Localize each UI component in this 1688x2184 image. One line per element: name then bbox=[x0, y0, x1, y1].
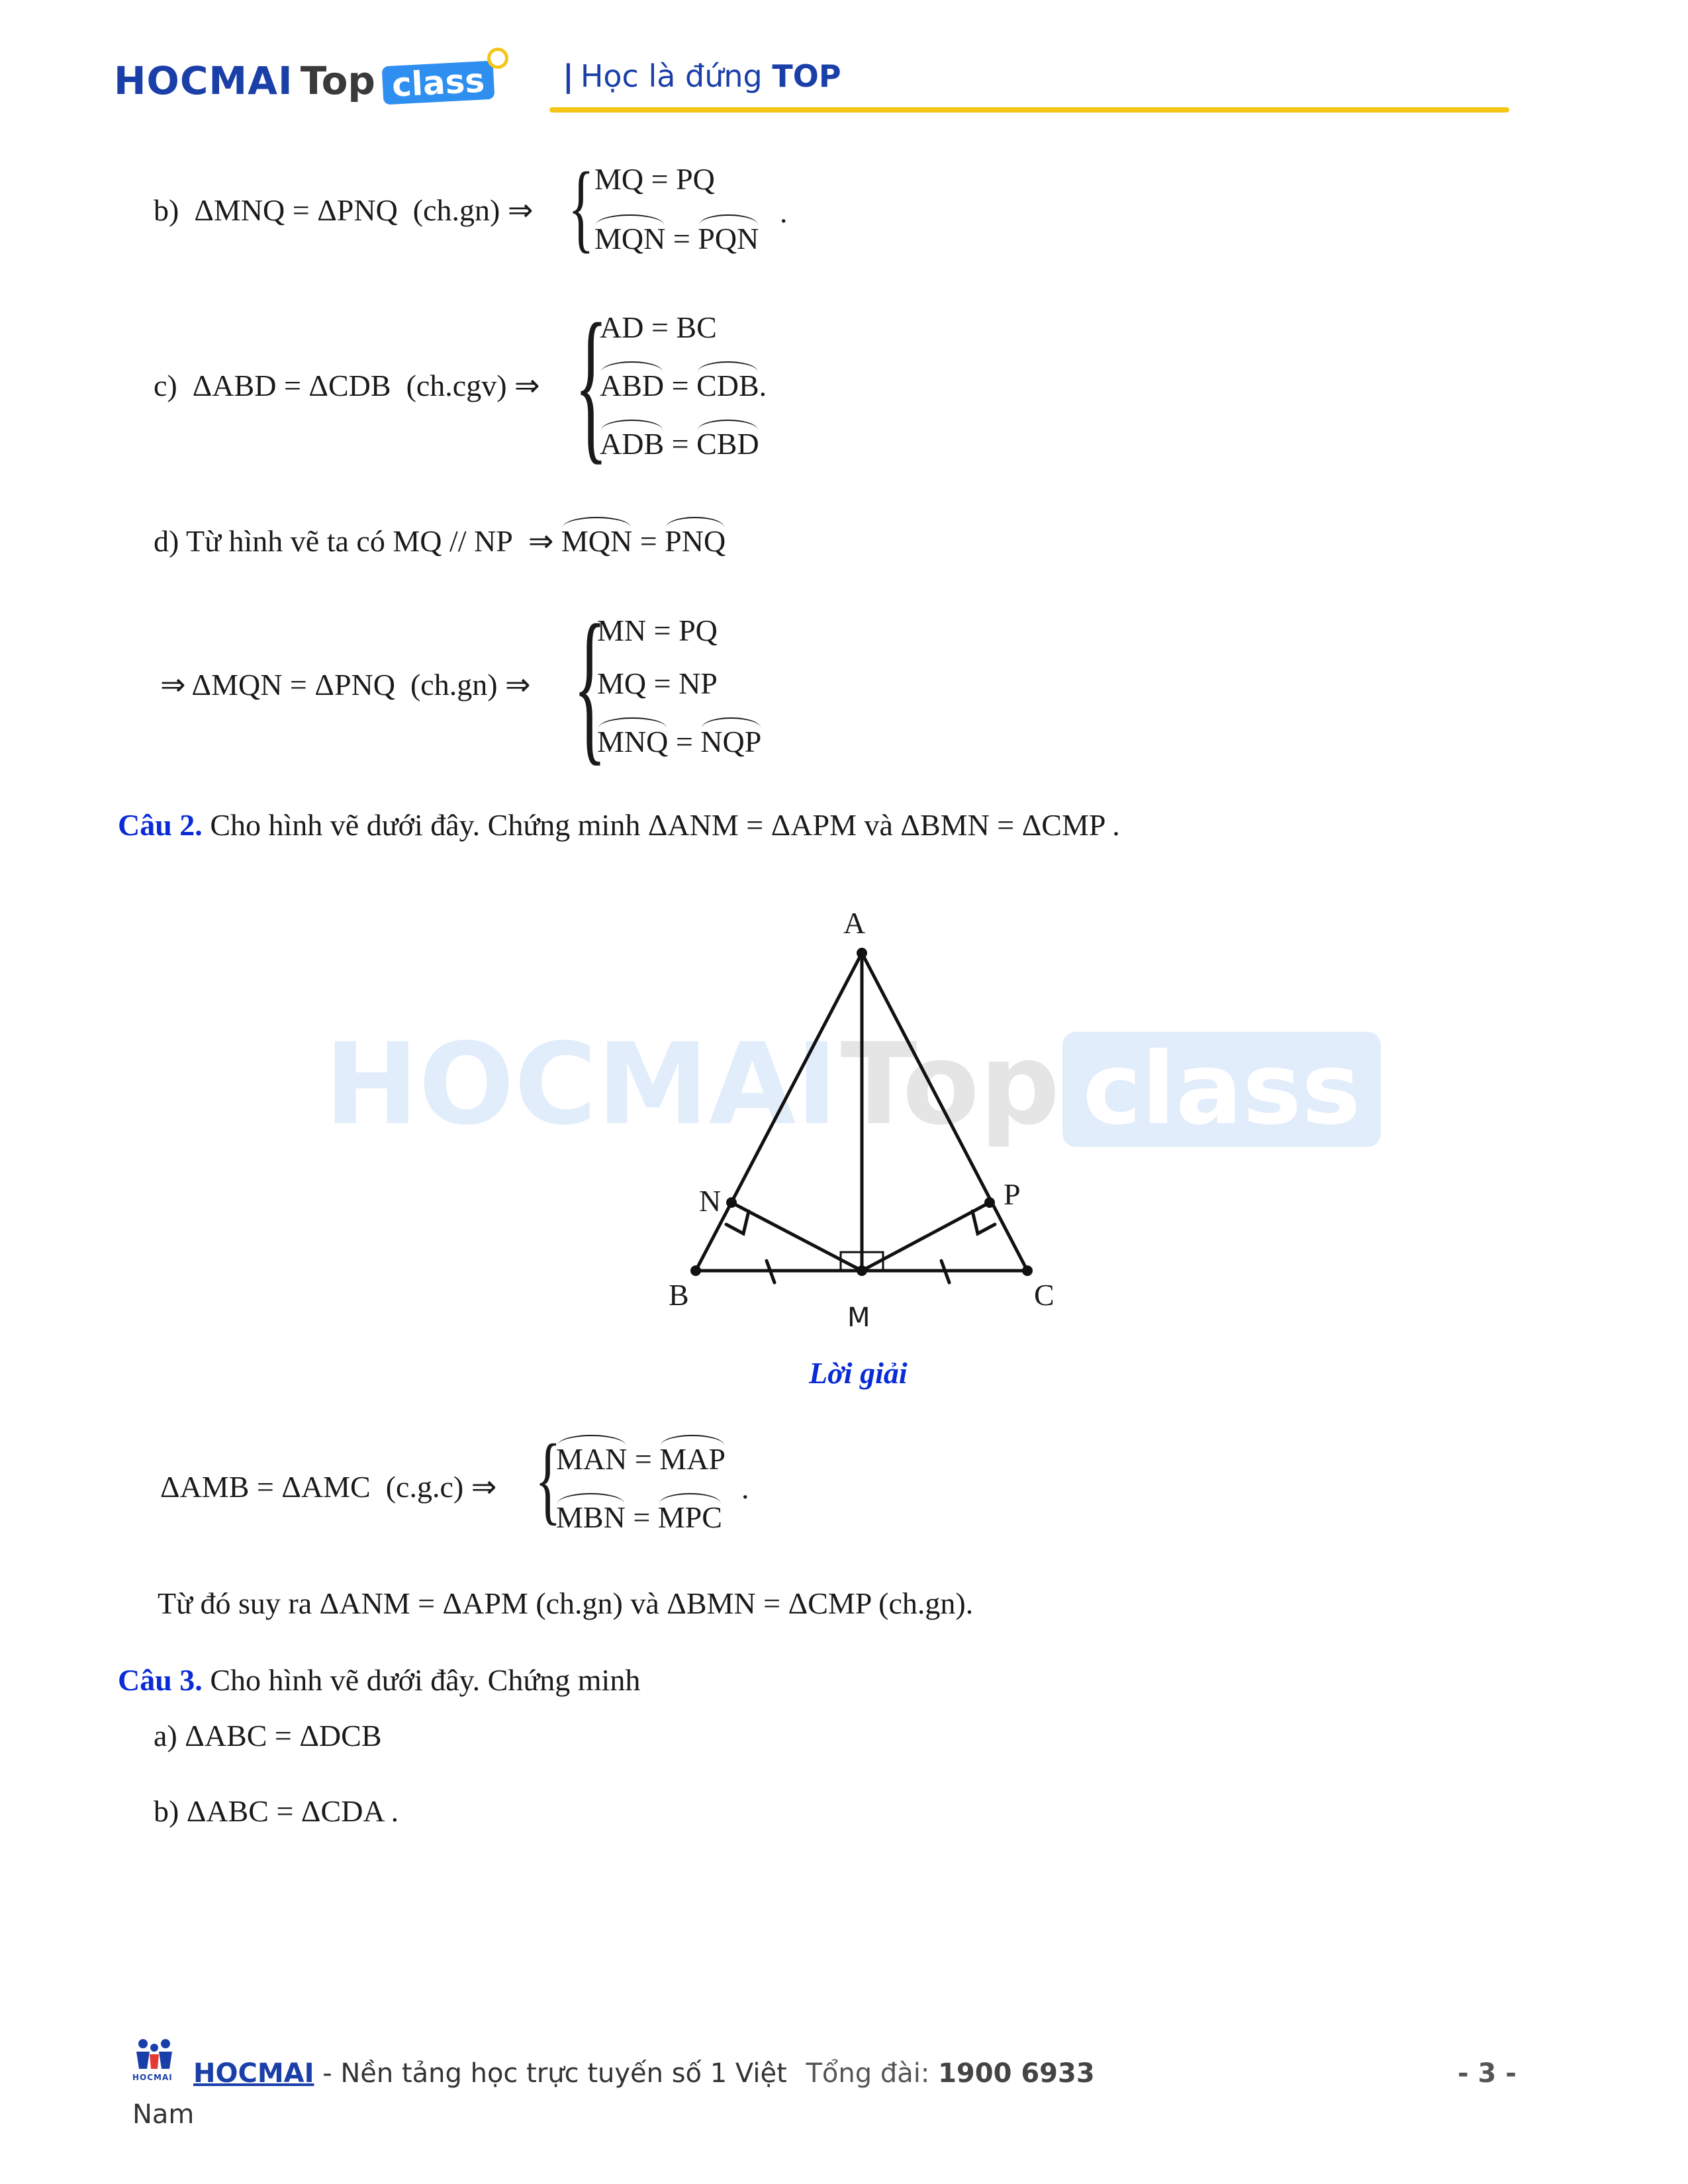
cau3-label: Câu 3. bbox=[118, 1663, 203, 1697]
item-d2-line1: MN = PQ bbox=[597, 614, 718, 647]
item-d2-eq: = bbox=[675, 725, 693, 758]
point-P bbox=[984, 1197, 995, 1208]
point-C bbox=[1022, 1265, 1033, 1276]
point-M bbox=[857, 1265, 867, 1276]
brand-hocmai: HOCMAI bbox=[114, 58, 293, 103]
label-P: P bbox=[1004, 1177, 1021, 1211]
solution2-conclusion: Từ đó suy ra ΔANM = ΔAPM (ch.gn) và ΔBMN = ΔCMP (ch.gn). bbox=[158, 1586, 974, 1620]
item-c-brace: { bbox=[575, 289, 608, 479]
cau3-item-a: a) ΔABC = ΔDCB bbox=[154, 1719, 382, 1752]
item-c-angle-c: ADB bbox=[600, 427, 665, 461]
item-d2-implies: ⇒ bbox=[505, 668, 531, 702]
solution2-lhs: ΔAMB = ΔAMC bbox=[160, 1470, 371, 1504]
footer-tagline bbox=[193, 2058, 1095, 2089]
segment-AB bbox=[696, 953, 862, 1271]
item-d2-brace: { bbox=[573, 590, 606, 780]
label-A: A bbox=[843, 906, 866, 940]
solution2-angle-a: MAN bbox=[556, 1442, 628, 1476]
solution2-statement bbox=[160, 1472, 496, 1502]
item-b-angle-a: MQN bbox=[594, 222, 666, 255]
page-number: - 3 - bbox=[1458, 2058, 1517, 2089]
cau3-text: Cho hình vẽ dưới đây. Chứng minh bbox=[210, 1663, 641, 1697]
item-d-angle-a: MQN bbox=[561, 524, 633, 558]
solution2-eq2: = bbox=[633, 1500, 651, 1534]
right-angle-N bbox=[726, 1211, 749, 1234]
segment-AC bbox=[862, 953, 1027, 1271]
item-b-angle-b: PQN bbox=[698, 222, 759, 255]
footer-logo-text: HOCMAI bbox=[132, 2073, 173, 2082]
label-C: C bbox=[1034, 1278, 1055, 1312]
footer-tongdai-label: Tổng đài: bbox=[806, 2058, 930, 2089]
item-b-label: b) bbox=[154, 193, 179, 227]
item-c-end: . bbox=[759, 369, 767, 402]
item-d2-angle-a: MNQ bbox=[597, 725, 669, 758]
solution2-line1 bbox=[556, 1444, 726, 1475]
footer-tagline-text: - Nền tảng học trực tuyến số 1 Việt bbox=[314, 2058, 787, 2089]
slogan-text: Học là đứng bbox=[580, 58, 763, 94]
watermark-class: class bbox=[1062, 1032, 1380, 1147]
solution2-line2 bbox=[556, 1502, 722, 1533]
item-c-angle-a: ABD bbox=[600, 369, 665, 402]
item-c-angle-d: CBD bbox=[696, 427, 759, 461]
cau3-item-b: b) ΔABC = ΔCDA . bbox=[154, 1794, 399, 1828]
item-c-line1: AD = BC bbox=[600, 310, 717, 344]
item-b-brace: { bbox=[568, 152, 594, 262]
item-d-implies: ⇒ bbox=[528, 524, 554, 558]
solution2-eq1: = bbox=[634, 1442, 652, 1476]
footer-phone: 1900 6933 bbox=[938, 2058, 1095, 2089]
item-d-angle-b: PNQ bbox=[665, 524, 726, 558]
label-N: N bbox=[699, 1184, 722, 1218]
solution2-end: . bbox=[741, 1471, 749, 1505]
footer-logo bbox=[131, 2037, 177, 2083]
item-b-implies: ⇒ bbox=[507, 193, 534, 227]
brand-top: Top bbox=[300, 58, 375, 103]
item-c-angle-b: CDB bbox=[696, 369, 759, 402]
footer-hocmai-link[interactable]: HOCMAI bbox=[193, 2058, 314, 2089]
segment-MN bbox=[731, 1203, 862, 1271]
footer-nam: Nam bbox=[132, 2099, 195, 2130]
solution2-reason: (c.g.c) bbox=[385, 1470, 464, 1504]
item-c-lhs: ΔABD = ΔCDB bbox=[192, 369, 391, 402]
item-b-line1: MQ = PQ bbox=[594, 162, 715, 196]
point-A bbox=[857, 948, 867, 958]
solution2-angle-d: MPC bbox=[657, 1500, 722, 1534]
watermark-top: Top bbox=[840, 1019, 1060, 1150]
brand-class: class bbox=[382, 61, 495, 105]
item-d-text: d) Từ hình vẽ ta có MQ // NP bbox=[154, 524, 513, 558]
loi-giai-heading: Lời giải bbox=[809, 1356, 908, 1390]
solution2-angle-b: MAP bbox=[659, 1442, 726, 1476]
item-c-eq3: = bbox=[671, 427, 689, 461]
item-b-reason: (ch.gn) bbox=[412, 193, 500, 227]
hocmai-people-icon bbox=[131, 2037, 177, 2077]
cau2-label: Câu 2. bbox=[118, 808, 203, 842]
item-d2-angle-b: NQP bbox=[700, 725, 762, 758]
item-d2-line2: MQ = NP bbox=[597, 666, 718, 700]
watermark-hocmai: HOCMAI bbox=[324, 1019, 838, 1150]
solution2-angle-c: MBN bbox=[556, 1500, 626, 1534]
point-B bbox=[690, 1265, 701, 1276]
point-N bbox=[726, 1197, 737, 1208]
cau3-heading bbox=[118, 1665, 640, 1696]
label-B: B bbox=[669, 1278, 689, 1312]
item-d2-reason: (ch.gn) bbox=[410, 668, 498, 702]
item-c-eq2: = bbox=[671, 369, 689, 402]
label-M: M bbox=[847, 1302, 870, 1333]
solution2-brace: { bbox=[535, 1424, 561, 1534]
item-b-lhs: ΔMNQ = ΔPNQ bbox=[194, 193, 398, 227]
footer bbox=[0, 2025, 1688, 2184]
slogan-bar: | bbox=[563, 58, 574, 94]
item-c-implies: ⇒ bbox=[514, 369, 540, 402]
segment-MP bbox=[862, 1203, 990, 1271]
cau2-text: Cho hình vẽ dưới đây. Chứng minh ΔANM = ΔAPM và ΔBMN = ΔCMP . bbox=[210, 808, 1120, 842]
solution2-implies: ⇒ bbox=[471, 1470, 497, 1504]
right-angle-P bbox=[972, 1211, 995, 1234]
item-d2-lhs: ⇒ ΔMQN = ΔPNQ bbox=[160, 668, 395, 702]
item-b-eq: = bbox=[673, 222, 690, 255]
slogan-top: TOP bbox=[772, 58, 841, 94]
item-c-label: c) bbox=[154, 369, 177, 402]
item-d-eq: = bbox=[639, 524, 657, 558]
item-b-end: . bbox=[780, 195, 788, 229]
item-c-reason: (ch.cgv) bbox=[406, 369, 507, 402]
